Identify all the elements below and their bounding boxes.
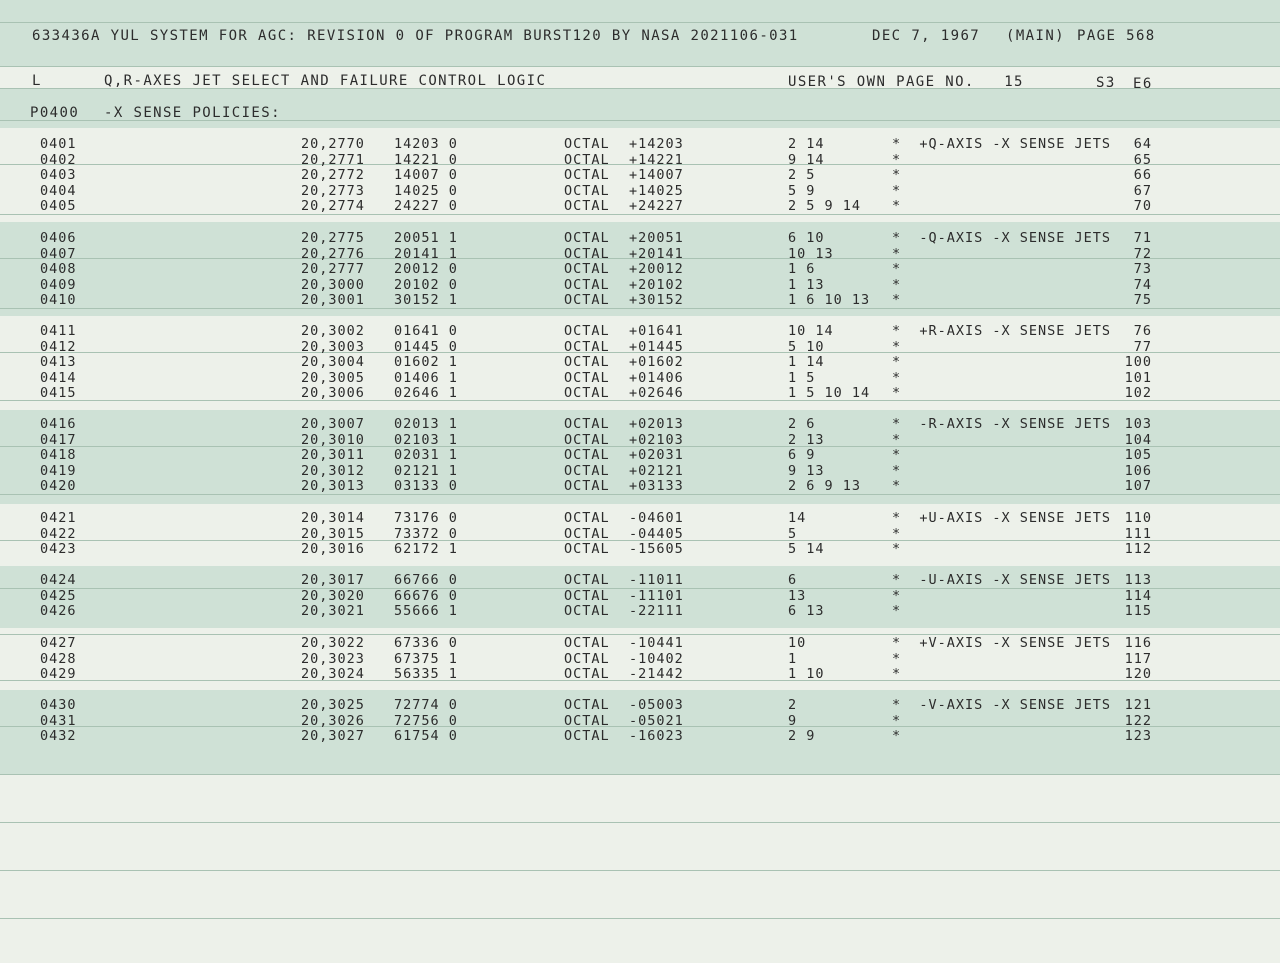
octal-word: 62172 1 [394, 541, 458, 558]
opcode: OCTAL [564, 245, 610, 262]
line-ref: 123 [1124, 728, 1152, 745]
log-section-title: Q,R-AXES JET SELECT AND FAILURE CONTROL LOGIC [104, 73, 547, 89]
jet-numbers: 2 6 9 13 [788, 478, 862, 495]
jet-numbers: 1 14 [788, 354, 825, 371]
paper-rule [0, 774, 1280, 775]
paper-rule [0, 66, 1280, 67]
jet-numbers: 6 9 [788, 447, 816, 464]
paper-rule [0, 870, 1280, 871]
jet-numbers: 9 14 [788, 151, 825, 168]
opcode: OCTAL [564, 338, 610, 355]
comment: * [892, 603, 902, 620]
opcode: OCTAL [564, 510, 610, 526]
card-number: 0404 [40, 182, 77, 199]
comment: * [892, 587, 902, 604]
opcode: OCTAL [564, 323, 610, 339]
opcode: OCTAL [564, 635, 610, 651]
jet-numbers: 1 5 10 14 [788, 385, 871, 402]
jet-numbers: 2 5 [788, 167, 816, 184]
memory-address: 20,3016 [301, 541, 365, 558]
paper-rule [0, 22, 1280, 23]
opcode: OCTAL [564, 728, 610, 745]
jet-numbers: 2 14 [788, 136, 825, 152]
operand: -05021 [629, 712, 684, 729]
comment: * [892, 478, 902, 495]
jet-numbers: 10 13 [788, 245, 834, 262]
comment: * -U-AXIS -X SENSE JETS [892, 572, 1112, 588]
operand: -05003 [629, 697, 684, 713]
card-number: 0423 [40, 541, 77, 558]
operand: -04405 [629, 525, 684, 542]
line-ref: 107 [1124, 478, 1152, 495]
card-number: 0405 [40, 198, 77, 215]
memory-address: 20,2777 [301, 261, 365, 278]
line-ref: 105 [1124, 447, 1152, 464]
line-ref: 67 [1133, 182, 1152, 199]
card-number: 0419 [40, 462, 77, 479]
card-number: 0418 [40, 447, 77, 464]
card-number: 0427 [40, 635, 77, 651]
operand: +01445 [629, 338, 684, 355]
comment: * [892, 728, 902, 745]
listing-ref-s3: S3 [1096, 75, 1116, 91]
opcode: OCTAL [564, 572, 610, 588]
octal-word: 20051 1 [394, 230, 458, 246]
line-ref: 122 [1124, 712, 1152, 729]
opcode: OCTAL [564, 230, 610, 246]
card-number: 0413 [40, 354, 77, 371]
octal-word: 73372 0 [394, 525, 458, 542]
memory-address: 20,3012 [301, 462, 365, 479]
memory-address: 20,3001 [301, 292, 365, 309]
memory-address: 20,3026 [301, 712, 365, 729]
operand: +20141 [629, 245, 684, 262]
jet-numbers: 6 [788, 572, 798, 588]
octal-word: 67336 0 [394, 635, 458, 651]
line-ref: 111 [1124, 525, 1152, 542]
octal-word: 02031 1 [394, 447, 458, 464]
octal-word: 66766 0 [394, 572, 458, 588]
jet-numbers: 10 [788, 635, 807, 651]
octal-word: 20102 0 [394, 276, 458, 293]
jet-numbers: 6 10 [788, 230, 825, 246]
memory-address: 20,3020 [301, 587, 365, 604]
memory-address: 20,3024 [301, 666, 365, 683]
operand: +02031 [629, 447, 684, 464]
jet-numbers: 2 [788, 697, 798, 713]
comment: * [892, 198, 902, 215]
jet-numbers: 5 10 [788, 338, 825, 355]
jet-numbers: 13 [788, 587, 807, 604]
octal-word: 14025 0 [394, 182, 458, 199]
octal-word: 14221 0 [394, 151, 458, 168]
octal-word: 61754 0 [394, 728, 458, 745]
opcode: OCTAL [564, 666, 610, 683]
opcode: OCTAL [564, 447, 610, 464]
line-ref: 114 [1124, 587, 1152, 604]
comment: * [892, 261, 902, 278]
comment: * [892, 431, 902, 448]
card-number: 0410 [40, 292, 77, 309]
memory-address: 20,3000 [301, 276, 365, 293]
card-number: 0432 [40, 728, 77, 745]
operand: +14025 [629, 182, 684, 199]
opcode: OCTAL [564, 478, 610, 495]
opcode: OCTAL [564, 603, 610, 620]
jet-numbers: 2 5 9 14 [788, 198, 862, 215]
jet-numbers: 2 6 [788, 416, 816, 432]
memory-address: 20,3002 [301, 323, 365, 339]
operand: +14221 [629, 151, 684, 168]
card-number: 0420 [40, 478, 77, 495]
comment: * [892, 385, 902, 402]
operand: +01641 [629, 323, 684, 339]
line-ref: 70 [1133, 198, 1152, 215]
memory-address: 20,2773 [301, 182, 365, 199]
opcode: OCTAL [564, 354, 610, 371]
operand: +01406 [629, 369, 684, 386]
card-number: 0422 [40, 525, 77, 542]
opcode: OCTAL [564, 198, 610, 215]
octal-word: 02013 1 [394, 416, 458, 432]
operand: +20102 [629, 276, 684, 293]
line-ref: 104 [1124, 431, 1152, 448]
comment: * +Q-AXIS -X SENSE JETS [892, 136, 1112, 152]
opcode: OCTAL [564, 385, 610, 402]
operand: +24227 [629, 198, 684, 215]
card-number: 0402 [40, 151, 77, 168]
paper-band [0, 774, 1280, 963]
jet-numbers: 9 [788, 712, 798, 729]
card-number: 0421 [40, 510, 77, 526]
opcode: OCTAL [564, 292, 610, 309]
comment: * +R-AXIS -X SENSE JETS [892, 323, 1112, 339]
jet-numbers: 5 14 [788, 541, 825, 558]
octal-word: 73176 0 [394, 510, 458, 526]
opcode: OCTAL [564, 416, 610, 432]
operand: -21442 [629, 666, 684, 683]
card-number: 0426 [40, 603, 77, 620]
operand: -15605 [629, 541, 684, 558]
jet-numbers: 6 13 [788, 603, 825, 620]
line-ref: 112 [1124, 541, 1152, 558]
octal-word: 01641 0 [394, 323, 458, 339]
opcode: OCTAL [564, 167, 610, 184]
octal-word: 72774 0 [394, 697, 458, 713]
listing-date: DEC 7, 1967 [872, 28, 981, 44]
octal-word: 66676 0 [394, 587, 458, 604]
opcode: OCTAL [564, 587, 610, 604]
memory-address: 20,3017 [301, 572, 365, 588]
card-number: 0414 [40, 369, 77, 386]
section-label: -X SENSE POLICIES: [104, 105, 281, 121]
operand: +02013 [629, 416, 684, 432]
comment: * [892, 541, 902, 558]
jet-numbers: 1 10 [788, 666, 825, 683]
jet-numbers: 1 13 [788, 276, 825, 293]
comment: * +U-AXIS -X SENSE JETS [892, 510, 1112, 526]
line-ref: 110 [1124, 510, 1152, 526]
memory-address: 20,3022 [301, 635, 365, 651]
line-ref: 76 [1133, 323, 1152, 339]
octal-word: 56335 1 [394, 666, 458, 683]
octal-word: 30152 1 [394, 292, 458, 309]
jet-numbers: 1 5 [788, 369, 816, 386]
paper-rule [0, 822, 1280, 823]
opcode: OCTAL [564, 541, 610, 558]
comment: * [892, 292, 902, 309]
card-number: 0417 [40, 431, 77, 448]
memory-address: 20,2775 [301, 230, 365, 246]
memory-address: 20,3027 [301, 728, 365, 745]
operand: -11101 [629, 587, 684, 604]
jet-numbers: 9 13 [788, 462, 825, 479]
octal-word: 01406 1 [394, 369, 458, 386]
operand: -22111 [629, 603, 684, 620]
line-ref: 116 [1124, 635, 1152, 651]
memory-address: 20,2772 [301, 167, 365, 184]
octal-word: 20012 0 [394, 261, 458, 278]
comment: * [892, 338, 902, 355]
jet-numbers: 1 6 10 13 [788, 292, 871, 309]
line-ref: 121 [1124, 697, 1152, 713]
opcode: OCTAL [564, 462, 610, 479]
line-ref: 113 [1124, 572, 1152, 588]
opcode: OCTAL [564, 712, 610, 729]
page-number: PAGE 568 [1077, 28, 1156, 44]
card-number: 0428 [40, 650, 77, 667]
memory-address: 20,3025 [301, 697, 365, 713]
operand: -11011 [629, 572, 684, 588]
comment: * [892, 369, 902, 386]
jet-numbers: 14 [788, 510, 807, 526]
memory-address: 20,2776 [301, 245, 365, 262]
opcode: OCTAL [564, 697, 610, 713]
operand: -10402 [629, 650, 684, 667]
comment: * [892, 167, 902, 184]
card-number: 0406 [40, 230, 77, 246]
opcode: OCTAL [564, 525, 610, 542]
comment: * [892, 245, 902, 262]
jet-numbers: 2 13 [788, 431, 825, 448]
octal-word: 24227 0 [394, 198, 458, 215]
jet-numbers: 2 9 [788, 728, 816, 745]
operand: -16023 [629, 728, 684, 745]
card-number: 0430 [40, 697, 77, 713]
comment: * [892, 354, 902, 371]
card-number: 0416 [40, 416, 77, 432]
section-card-number: P0400 [30, 105, 80, 121]
octal-word: 14203 0 [394, 136, 458, 152]
comment: * -V-AXIS -X SENSE JETS [892, 697, 1112, 713]
operand: +02646 [629, 385, 684, 402]
card-number: 0403 [40, 167, 77, 184]
job-banner: 633436A YUL SYSTEM FOR AGC: REVISION 0 OF PROGRAM BURST120 BY NASA 2021106-031 [32, 28, 799, 44]
memory-address: 20,3013 [301, 478, 365, 495]
listing-ref-e6: E6 [1133, 76, 1153, 92]
operand: +02121 [629, 462, 684, 479]
line-ref: 100 [1124, 354, 1152, 371]
paper-rule [0, 918, 1280, 919]
line-ref: 64 [1133, 136, 1152, 152]
comment: * [892, 182, 902, 199]
jet-numbers: 10 14 [788, 323, 834, 339]
memory-address: 20,3011 [301, 447, 365, 464]
memory-address: 20,3006 [301, 385, 365, 402]
operand: +20012 [629, 261, 684, 278]
memory-address: 20,3014 [301, 510, 365, 526]
operand: -10441 [629, 635, 684, 651]
opcode: OCTAL [564, 182, 610, 199]
line-ref: 102 [1124, 385, 1152, 402]
opcode: OCTAL [564, 650, 610, 667]
opcode: OCTAL [564, 136, 610, 152]
card-number: 0407 [40, 245, 77, 262]
card-number: 0425 [40, 587, 77, 604]
memory-address: 20,2770 [301, 136, 365, 152]
octal-word: 67375 1 [394, 650, 458, 667]
line-ref: 73 [1133, 261, 1152, 278]
operand: +30152 [629, 292, 684, 309]
comment: * [892, 447, 902, 464]
operand: +01602 [629, 354, 684, 371]
memory-address: 20,3004 [301, 354, 365, 371]
card-number: 0408 [40, 261, 77, 278]
memory-address: 20,2774 [301, 198, 365, 215]
comment: * [892, 462, 902, 479]
line-ref: 77 [1133, 338, 1152, 355]
line-ref: 103 [1124, 416, 1152, 432]
comment: * [892, 712, 902, 729]
card-number: 0431 [40, 712, 77, 729]
operand: +14007 [629, 167, 684, 184]
operand: +14203 [629, 136, 684, 152]
octal-word: 01602 1 [394, 354, 458, 371]
comment: * -R-AXIS -X SENSE JETS [892, 416, 1112, 432]
line-ref: 65 [1133, 151, 1152, 168]
line-ref: 71 [1133, 230, 1152, 246]
line-ref: 75 [1133, 292, 1152, 309]
opcode: OCTAL [564, 431, 610, 448]
card-number: 0401 [40, 136, 77, 152]
memory-address: 20,3021 [301, 603, 365, 620]
operand: -04601 [629, 510, 684, 526]
jet-numbers: 5 [788, 525, 798, 542]
comment: * [892, 151, 902, 168]
memory-address: 20,3015 [301, 525, 365, 542]
jet-numbers: 1 [788, 650, 798, 667]
comment: * +V-AXIS -X SENSE JETS [892, 635, 1112, 651]
card-number: 0412 [40, 338, 77, 355]
operand: +20051 [629, 230, 684, 246]
octal-word: 02121 1 [394, 462, 458, 479]
octal-word: 14007 0 [394, 167, 458, 184]
line-ref: 72 [1133, 245, 1152, 262]
line-ref: 101 [1124, 369, 1152, 386]
opcode: OCTAL [564, 369, 610, 386]
line-ref: 74 [1133, 276, 1152, 293]
users-page-number: USER'S OWN PAGE NO. 15 [788, 74, 1024, 90]
octal-word: 55666 1 [394, 603, 458, 620]
octal-word: 72756 0 [394, 712, 458, 729]
card-number: 0415 [40, 385, 77, 402]
card-number: 0429 [40, 666, 77, 683]
opcode: OCTAL [564, 261, 610, 278]
comment: * [892, 525, 902, 542]
memory-address: 20,3023 [301, 650, 365, 667]
octal-word: 02646 1 [394, 385, 458, 402]
octal-word: 02103 1 [394, 431, 458, 448]
line-ref: 115 [1124, 603, 1152, 620]
line-ref: 120 [1124, 666, 1152, 683]
line-ref: 117 [1124, 650, 1152, 667]
comment: * [892, 650, 902, 667]
memory-address: 20,3005 [301, 369, 365, 386]
card-number: 0411 [40, 323, 77, 339]
octal-word: 01445 0 [394, 338, 458, 355]
comment: * [892, 666, 902, 683]
jet-numbers: 5 9 [788, 182, 816, 199]
opcode: OCTAL [564, 151, 610, 168]
opcode: OCTAL [564, 276, 610, 293]
jet-numbers: 1 6 [788, 261, 816, 278]
card-number: 0424 [40, 572, 77, 588]
memory-address: 20,3010 [301, 431, 365, 448]
octal-word: 20141 1 [394, 245, 458, 262]
line-ref: 106 [1124, 462, 1152, 479]
operand: +03133 [629, 478, 684, 495]
operand: +02103 [629, 431, 684, 448]
memory-address: 20,2771 [301, 151, 365, 168]
card-number: 0409 [40, 276, 77, 293]
octal-word: 03133 0 [394, 478, 458, 495]
memory-address: 20,3007 [301, 416, 365, 432]
comment: * [892, 276, 902, 293]
listing-section: (MAIN) [1006, 28, 1065, 44]
log-marker: L [32, 73, 42, 89]
memory-address: 20,3003 [301, 338, 365, 355]
comment: * -Q-AXIS -X SENSE JETS [892, 230, 1112, 246]
line-ref: 66 [1133, 167, 1152, 184]
